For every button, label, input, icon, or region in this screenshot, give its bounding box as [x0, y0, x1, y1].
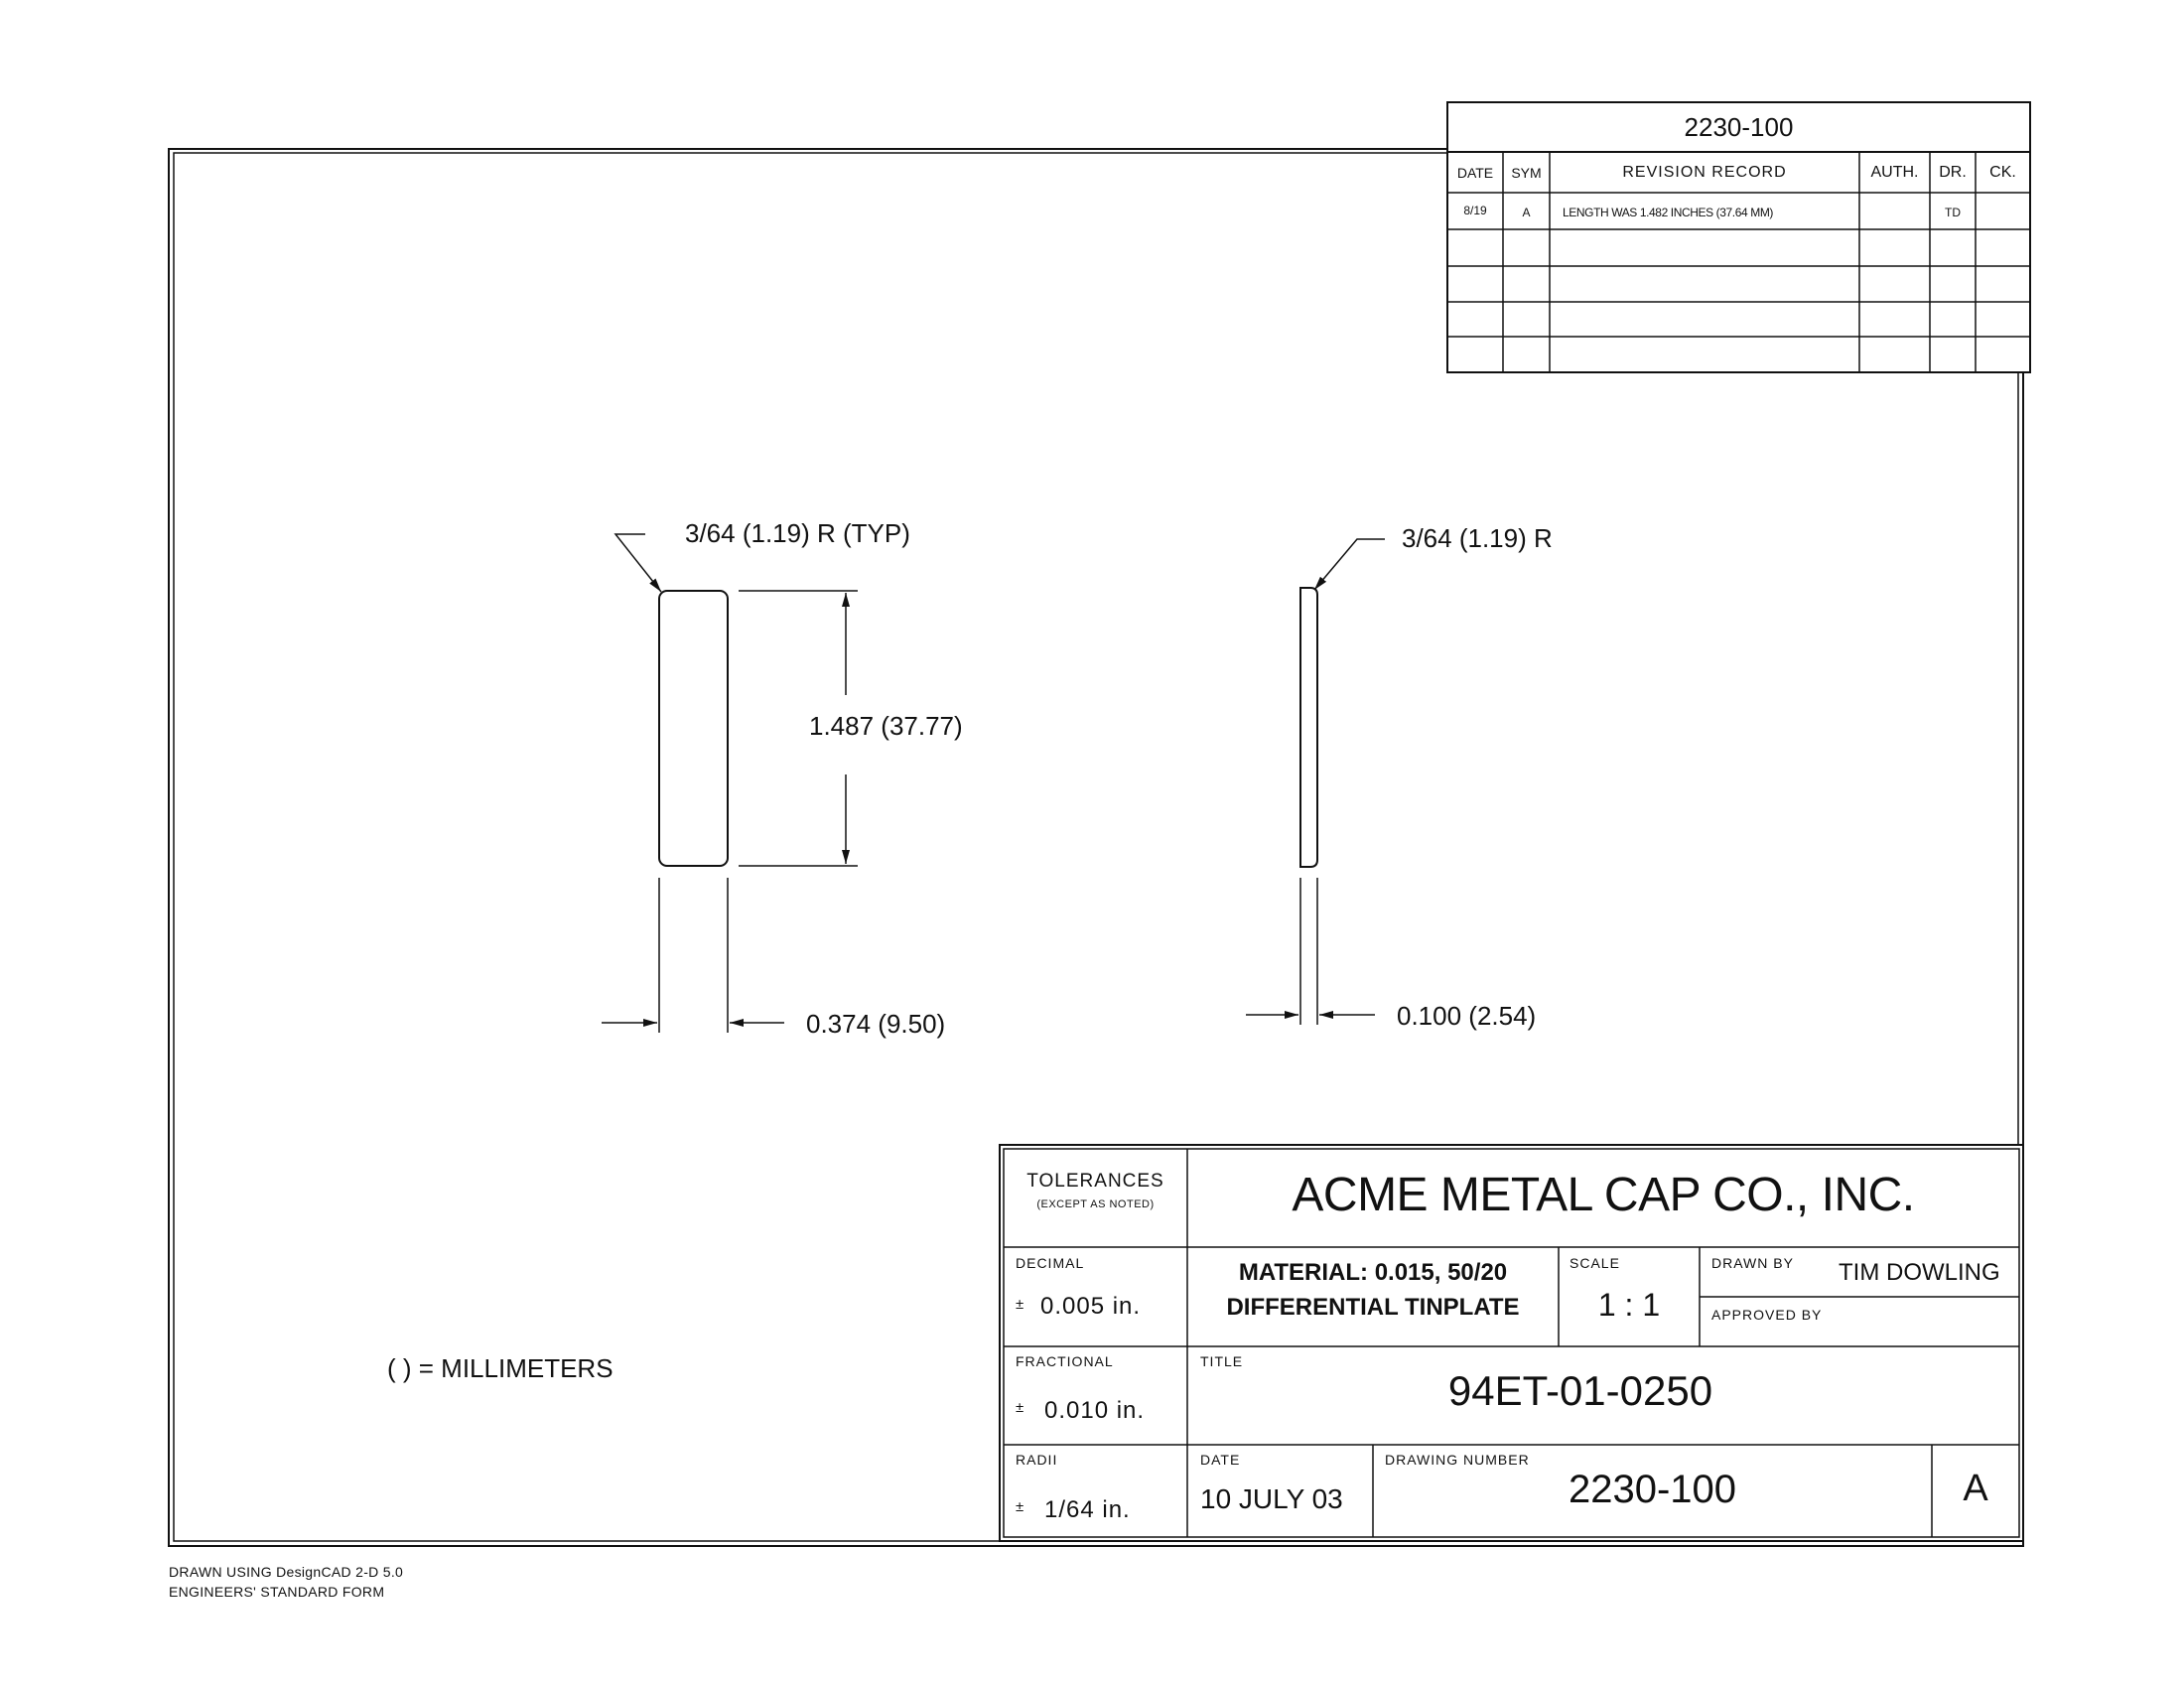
radius-leader-left: [615, 534, 661, 592]
footer-software-note: DRAWN USING DesignCAD 2-D 5.0: [169, 1564, 404, 1580]
revision-col-date: DATE: [1456, 165, 1494, 181]
material-line-2: DIFFERENTIAL TINPLATE: [1226, 1294, 1520, 1321]
decimal-value: 0.005 in.: [1040, 1293, 1142, 1320]
radii-label: RADII: [1016, 1452, 1058, 1468]
revision-col-ck: CK.: [1989, 164, 2016, 181]
title-label: TITLE: [1200, 1353, 1244, 1369]
radii-plus-minus: ±: [1016, 1498, 1024, 1515]
revision-letter: A: [1963, 1468, 1988, 1509]
part-edge-view: [1300, 588, 1317, 867]
approved-by-label: APPROVED BY: [1711, 1307, 1823, 1323]
drawn-by-value: TIM DOWLING: [1839, 1259, 2000, 1286]
fractional-plus-minus: ±: [1016, 1399, 1024, 1416]
drawing-number-label: DRAWING NUMBER: [1385, 1452, 1530, 1468]
revision-row-sym: A: [1522, 206, 1531, 219]
width-dimension-text: 0.374 (9.50): [806, 1009, 946, 1039]
company-name: ACME METAL CAP CO., INC.: [1292, 1169, 1915, 1221]
revision-header: 2230-100: [1684, 112, 1794, 142]
revision-table-lines: [1447, 102, 2030, 372]
scale-value: 1 : 1: [1597, 1287, 1661, 1323]
fractional-value: 0.010 in.: [1044, 1397, 1146, 1424]
date-label: DATE: [1200, 1452, 1241, 1468]
units-note: ( ) = MILLIMETERS: [387, 1353, 614, 1383]
scale-label: SCALE: [1570, 1255, 1620, 1271]
radii-value: 1/64 in.: [1044, 1496, 1131, 1523]
material-line-1: MATERIAL: 0.015, 50/20: [1238, 1259, 1508, 1286]
footer-form-note: ENGINEERS' STANDARD FORM: [169, 1584, 385, 1600]
date-value: 10 JULY 03: [1200, 1483, 1343, 1514]
revision-col-record: REVISION RECORD: [1622, 164, 1787, 181]
fractional-label: FRACTIONAL: [1016, 1353, 1114, 1369]
revision-col-sym: SYM: [1511, 165, 1542, 181]
tolerances-label: TOLERANCES: [1026, 1171, 1164, 1192]
tolerances-note: (EXCEPT AS NOTED): [1036, 1198, 1155, 1210]
width-dimension-lines: [602, 878, 784, 1033]
revision-row-dr: TD: [1945, 206, 1961, 219]
thickness-dimension-text: 0.100 (2.54): [1397, 1001, 1537, 1031]
radius-leader-right: [1314, 539, 1385, 590]
title-value: 94ET-01-0250: [1447, 1367, 1713, 1414]
drawn-by-label: DRAWN BY: [1711, 1255, 1794, 1271]
thickness-dimension-lines: [1246, 878, 1375, 1025]
revision-row-record: LENGTH WAS 1.482 INCHES (37.64 MM): [1563, 206, 1774, 219]
revision-col-dr: DR.: [1939, 164, 1967, 181]
radius-callout-right: 3/64 (1.19) R: [1402, 523, 1553, 553]
part-front-view: [659, 591, 728, 866]
radius-callout-left: 3/64 (1.19) R (TYP): [685, 518, 910, 548]
decimal-label: DECIMAL: [1016, 1255, 1085, 1271]
length-dimension-text: 1.487 (37.77): [809, 711, 963, 741]
revision-col-auth: AUTH.: [1870, 164, 1919, 181]
decimal-plus-minus: ±: [1016, 1296, 1024, 1313]
drawing-number-value: 2230-100: [1568, 1468, 1737, 1511]
revision-row-date: 8/19: [1463, 204, 1487, 217]
